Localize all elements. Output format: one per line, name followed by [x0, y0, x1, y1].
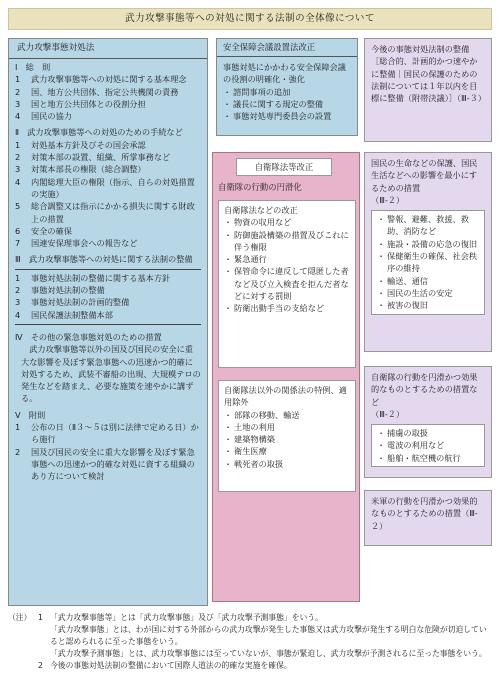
- bullet-dot: ・: [224, 254, 233, 265]
- bullet-text: 警報、避難、救援、救助、消防など: [387, 214, 469, 237]
- bullet-item: [377, 250, 479, 275]
- taisho-law-panel: [8, 38, 208, 606]
- bullet-dot: ・: [377, 440, 386, 451]
- bullet-item: [223, 86, 351, 98]
- item-text: 安全の確保: [31, 225, 72, 236]
- item-number: 1: [15, 139, 21, 150]
- item-text: 事態対処法制の計画的整備: [31, 297, 130, 308]
- bullet-item: [377, 427, 479, 439]
- sdf-law-subtitle: 自衛隊の行動の円滑化: [218, 182, 302, 192]
- bullet-text: 事態対処専門委員会の設置: [233, 111, 332, 122]
- bullet-text: 建築物構築: [234, 434, 275, 445]
- section-general: [9, 59, 207, 124]
- item-text: 事態対処法制の整備に関する基本方針: [31, 272, 171, 283]
- section-legislation-list: [15, 272, 201, 321]
- taisho-law-header: 武力攻撃事態対処法: [9, 39, 207, 59]
- section-other-emergency-heading: Ⅳ その他の緊急事態対処のための措置: [15, 331, 162, 342]
- page-title: 武力攻撃事態等への対処に関する法制の全体像について: [8, 8, 492, 30]
- section-other-emergency: [9, 329, 207, 407]
- bullet-item: [224, 458, 350, 470]
- bullet-dot: ・: [224, 266, 233, 277]
- bullet-text: 被害の復旧: [387, 300, 428, 311]
- citizen-protection-list: [371, 210, 485, 314]
- security-council-text: 事態対処にかかわる安全保障会議の役割の明確化・強化: [223, 62, 346, 85]
- item-number: 5: [15, 201, 21, 212]
- footnote-2: 今後の事態対処法制の整備において国際人道法の的確な実施を確保。: [50, 661, 292, 671]
- bullet-item: [224, 433, 350, 445]
- bullet-dot: ・: [377, 287, 386, 298]
- sdf-law-amendment-box: [218, 200, 356, 368]
- bullet-text: 諮問事項の追加: [233, 86, 291, 97]
- item-number: 4: [15, 309, 21, 320]
- item-text: 国及び国民の安全に重大な影響を及ぼす緊急事態への迅速かつ的確な対処に資する組織のあり方について検討: [31, 446, 195, 482]
- footnote-line: 「武力攻撃事態」とは、わが国に対する外部からの武力攻撃が発生した事態又は武力攻撃が発生する明白な危険が切迫していると認められるに至った事態をいう。: [50, 625, 487, 647]
- us-forces-text: 米軍の行動を円滑かつ効果的なものとするための措置（Ⅲ-２）: [371, 496, 478, 531]
- item-number: 2: [15, 285, 21, 296]
- bullet-dot: ・: [377, 238, 386, 249]
- item-text: 国民保護法制整備本部: [31, 309, 113, 320]
- bullet-text: 土地の利用: [234, 421, 275, 432]
- sdf-smooth-list: [371, 424, 485, 467]
- bullet-item: [377, 213, 479, 238]
- item-text: 国、地方公共団体、指定公共機関の責務: [31, 86, 179, 97]
- section-procedure-heading: Ⅱ 武力攻撃事態等への対処のための手続など: [15, 127, 183, 138]
- sdf-law-header: 自衛隊法等改正: [236, 158, 332, 176]
- bullet-text: 防衛出動手当の支給など: [234, 303, 325, 314]
- sdf-law-amendment-list: [224, 216, 350, 314]
- bullet-dot: ・: [377, 214, 386, 225]
- sdf-smooth-heading: 自衛隊の行動を円滑かつ効果的なものとするための措置など: [371, 372, 478, 407]
- numbered-item: [15, 163, 201, 175]
- item-text: 国民の協力: [31, 111, 72, 122]
- bullet-item: [377, 287, 479, 299]
- numbered-item: [15, 200, 201, 225]
- numbered-item: [15, 86, 201, 98]
- section-general-list: [15, 73, 201, 122]
- bullet-text: 部隊の移動、輸送: [234, 409, 300, 420]
- item-number: 2: [15, 446, 21, 457]
- future-legislation-box: [364, 38, 492, 142]
- bullet-item: [377, 238, 479, 250]
- bullet-dot: ・: [377, 251, 386, 262]
- footnotes: [8, 612, 494, 672]
- item-text: 公布の日（Ⅱ３～５は別に法律で定める日）から施行: [31, 422, 199, 445]
- future-legislation-text: 今後の事態対処法制の整備［総合的、計画的かつ速やかに整備｜国民の保護のための法制については１年以内を目標に整備（附帯決議）］（Ⅲ-３）: [371, 44, 487, 104]
- other-laws-box: [218, 380, 356, 492]
- footnote-line: 「武力攻撃事態等」とは「武力攻撃事態」及び「武力攻撃予測事態」をいう。: [50, 613, 323, 622]
- bullet-dot: ・: [377, 300, 386, 311]
- citizen-protection-box: [364, 152, 492, 352]
- bullet-text: 電波の利用など: [387, 440, 445, 451]
- security-council-panel: [216, 38, 358, 136]
- numbered-item: [15, 446, 201, 483]
- item-number: 1: [15, 272, 21, 283]
- bullet-dot: ・: [377, 428, 386, 439]
- bullet-item: [224, 421, 350, 433]
- other-laws-heading: 自衛隊法以外の関係法の特例、適用除外: [224, 385, 347, 408]
- bullet-dot: ・: [223, 111, 232, 122]
- bullet-item: [224, 216, 350, 228]
- numbered-item: [15, 139, 201, 151]
- item-number: 2: [15, 152, 21, 163]
- bullet-item: [224, 302, 350, 314]
- bullet-text: 緊急通行: [234, 254, 267, 265]
- footnote-number: 1: [38, 613, 43, 622]
- divider: [15, 269, 201, 270]
- bullet-item: [377, 452, 479, 464]
- item-number: 3: [15, 98, 21, 109]
- numbered-item: [15, 225, 201, 237]
- section-legislation: [9, 251, 207, 328]
- citizen-protection-heading: 国民の生命などの保護、国民生活などへの影響を最小にするための措置: [371, 158, 478, 193]
- section-supplementary: [9, 407, 207, 485]
- item-text: 内閣総理大臣の権限（指示、自らの対処措置の実施）: [31, 176, 195, 199]
- bullet-item: [224, 253, 350, 265]
- item-number: 4: [15, 111, 21, 122]
- bullet-dot: ・: [224, 421, 233, 432]
- section-supplementary-list: [15, 421, 201, 482]
- section-procedure: [9, 124, 207, 251]
- item-number: 1: [15, 422, 21, 433]
- numbered-item: [15, 272, 201, 284]
- item-number: 6: [15, 225, 21, 236]
- item-number: 1: [15, 74, 21, 85]
- bullet-dot: ・: [224, 303, 233, 314]
- bullet-item: [224, 409, 350, 421]
- item-text: 対策本部の設置、組織、所掌事務など: [31, 152, 171, 163]
- bullet-item: [223, 98, 351, 110]
- sdf-smooth-box: [364, 366, 492, 478]
- numbered-item: [15, 98, 201, 110]
- bullet-item: [224, 265, 350, 302]
- bullet-item: [377, 275, 479, 287]
- bullet-dot: ・: [377, 452, 386, 463]
- numbered-item: [15, 296, 201, 308]
- bullet-item: [377, 299, 479, 311]
- footnote-label: （注）: [8, 613, 32, 622]
- footnote-1: [50, 612, 494, 660]
- bullet-text: 輸送、通信: [387, 275, 428, 286]
- citizen-protection-ref: （Ⅲ-２）: [371, 194, 405, 205]
- bullet-text: 防御施設構築の措置及びこれに伴う権限: [234, 229, 349, 252]
- bullet-dot: ・: [224, 217, 233, 228]
- footnote-line: 「武力攻撃予測事態」とは、武力攻撃事態には至っていないが、事態が緊迫し、武力攻撃が予測されるに至った事態をいう。: [50, 649, 487, 659]
- section-other-emergency-text: 武力攻撃事態等以外の国及び国民の安全に重大な影響を及ぼす緊急事態への迅速かつ的確に対処するため、武装不審船の出現、大規模テロの発生などを踏まえ、必要な施策を速やかに講ずる。: [21, 344, 201, 404]
- item-number: 7: [15, 238, 21, 249]
- numbered-item: [15, 237, 201, 249]
- item-number: 3: [15, 164, 21, 175]
- numbered-item: [15, 421, 201, 446]
- bullet-item: [377, 439, 479, 451]
- bullet-dot: ・: [224, 446, 233, 457]
- bullet-text: 船舶・航空機の航行: [387, 452, 461, 463]
- bullet-dot: ・: [224, 458, 233, 469]
- bullet-dot: ・: [224, 434, 233, 445]
- bullet-text: 施設・設備の応急の復旧: [387, 238, 478, 249]
- item-text: 総合調整又は指示にかかる損失に関する財政上の措置: [31, 201, 195, 224]
- security-council-header: 安全保障会議設置法改正: [217, 39, 357, 57]
- bullet-dot: ・: [224, 409, 233, 420]
- bullet-text: 保管命令に違反して隠匿した者など及び立入検査を拒んだ者などに対する罰則: [234, 266, 349, 302]
- item-number: 2: [15, 86, 21, 97]
- bullet-text: 物資の収用など: [234, 217, 292, 228]
- item-number: 3: [15, 297, 21, 308]
- item-text: 対策本部長の権限（総合調整）: [31, 164, 146, 175]
- sdf-smooth-ref: （Ⅲ-２）: [371, 408, 405, 419]
- bullet-item: [224, 445, 350, 457]
- bullet-item: [223, 110, 351, 122]
- security-council-list: [223, 86, 351, 123]
- item-text: 国と地方公共団体との役割分担: [31, 98, 146, 109]
- numbered-item: [15, 309, 201, 321]
- sdf-law-amendment-heading: 自衛隊法などの改正: [224, 205, 298, 215]
- numbered-item: [15, 284, 201, 296]
- bullet-text: 議長に関する規定の整備: [233, 98, 324, 109]
- numbered-item: [15, 151, 201, 163]
- section-procedure-list: [15, 139, 201, 250]
- item-number: 4: [15, 176, 21, 187]
- numbered-item: [15, 73, 201, 85]
- bullet-dot: ・: [223, 98, 232, 109]
- divider: [15, 324, 201, 325]
- bullet-text: 戦死者の取扱: [234, 458, 284, 469]
- bullet-text: 国民の生活の安定: [387, 287, 453, 298]
- bullet-text: 保健衛生の確保、社会秩序の維持: [387, 251, 478, 274]
- item-text: 国連安保理事会への報告など: [31, 238, 138, 249]
- bullet-text: 捕虜の取扱: [387, 428, 428, 439]
- bullet-dot: ・: [223, 86, 232, 97]
- numbered-item: [15, 176, 201, 201]
- us-forces-box: [364, 490, 492, 546]
- footnote-number: 2: [38, 661, 43, 671]
- item-text: 事態対処法制の整備: [31, 285, 105, 296]
- bullet-text: 衛生医療: [234, 446, 267, 457]
- bullet-item: [224, 229, 350, 254]
- item-text: 武力攻撃事態等への対処に関する基本理念: [31, 74, 187, 85]
- section-legislation-heading: Ⅲ 武力攻撃事態等への対処に関する法制の整備: [15, 254, 193, 265]
- bullet-dot: ・: [224, 229, 233, 240]
- item-text: 対処基本方針及びその国会承認: [31, 139, 146, 150]
- section-general-heading: Ⅰ 総 則: [15, 62, 51, 72]
- section-supplementary-heading: Ⅴ 附則: [15, 409, 46, 420]
- numbered-item: [15, 110, 201, 122]
- other-laws-list: [224, 409, 350, 470]
- bullet-dot: ・: [377, 275, 386, 286]
